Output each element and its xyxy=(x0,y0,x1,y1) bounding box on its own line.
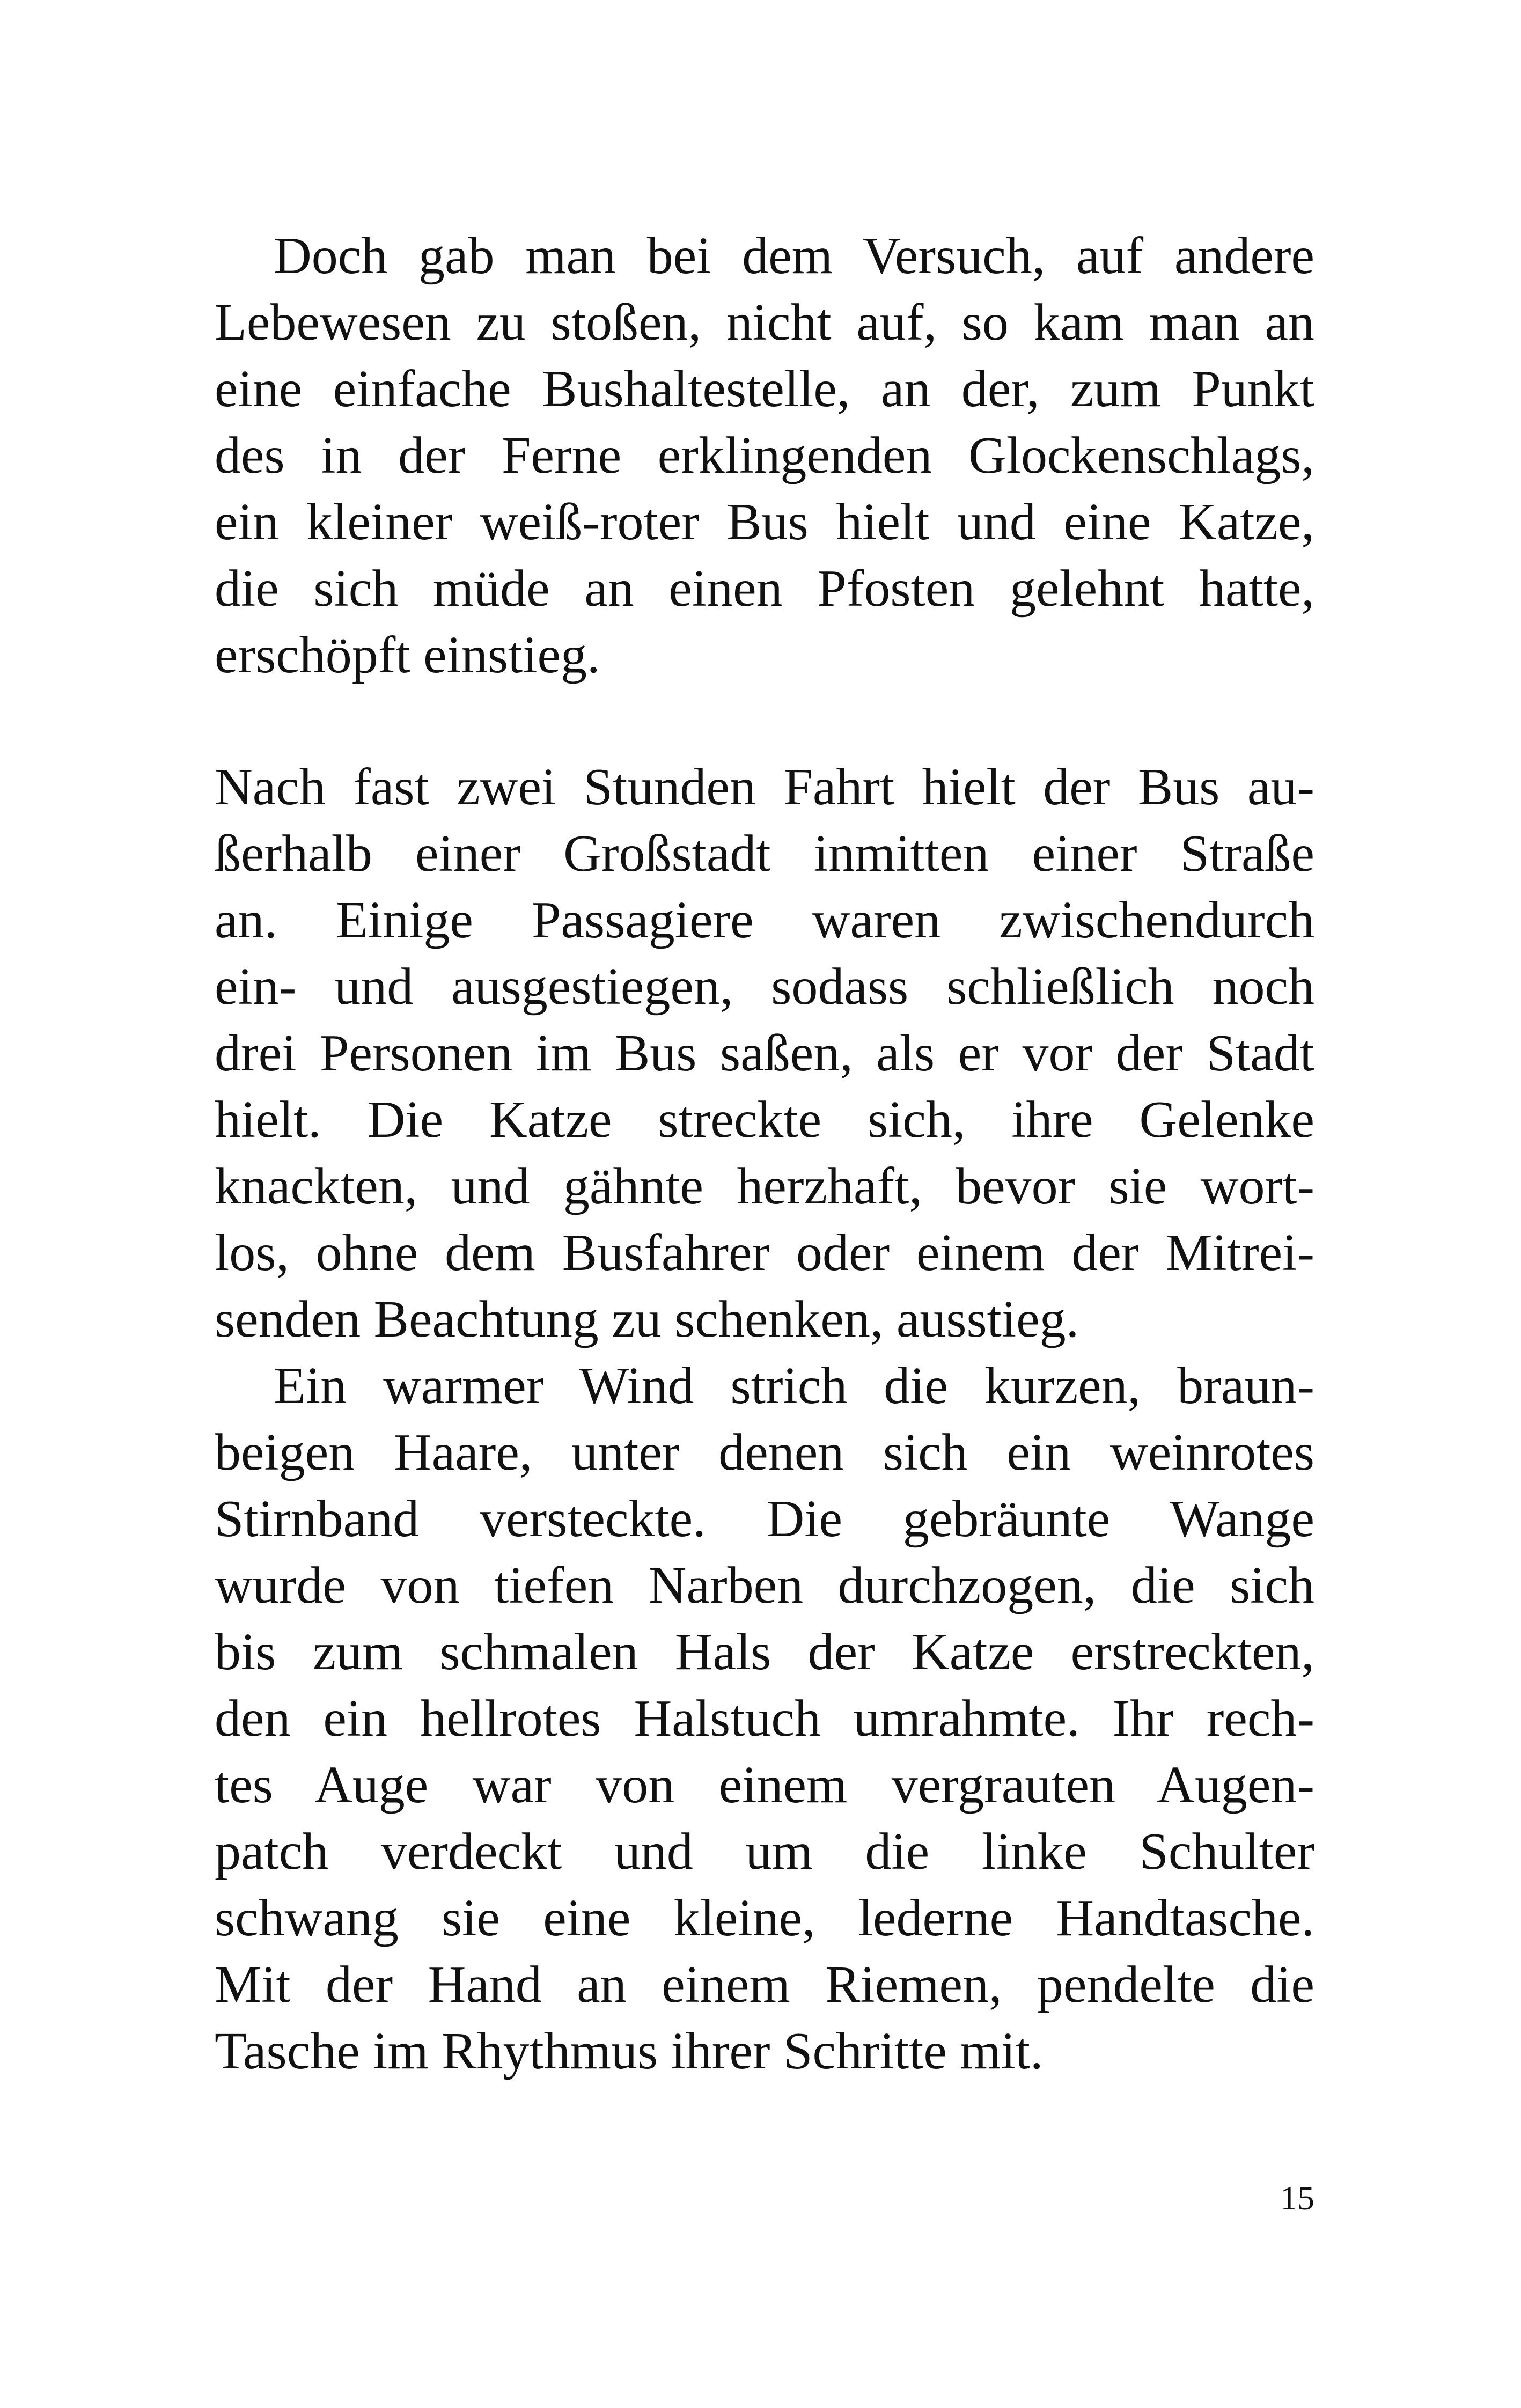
text-line: ein- und ausgestiegen, sodass schließlich noch xyxy=(215,958,1314,1016)
text-line: Ein warmer Wind strich die kurzen, braun- xyxy=(274,1357,1314,1415)
text-line: Nach fast zwei Stunden Fahrt hielt der Bus au- xyxy=(215,758,1314,816)
text-line: Mit der Hand an einem Riemen, pendelte die xyxy=(215,1956,1314,2014)
text-line: bis zum schmalen Hals der Katze erstreckten, xyxy=(215,1623,1314,1681)
text-line: Lebewesen zu stoßen, nicht auf, so kam man an xyxy=(215,293,1314,351)
text-line: senden Beachtung zu schenken, ausstieg. xyxy=(215,1290,1079,1348)
text-line: die sich müde an einen Pfosten gelehnt hatte, xyxy=(215,560,1314,618)
text-line: an. Einige Passagiere waren zwischendurch xyxy=(215,891,1314,949)
text-line: wurde von tiefen Narben durchzogen, die sich xyxy=(215,1557,1314,1614)
text-line: patch verdeckt und um die linke Schulter xyxy=(215,1823,1314,1881)
text-line: drei Personen im Bus saßen, als er vor der Stadt xyxy=(215,1024,1314,1082)
text-line: Doch gab man bei dem Versuch, auf andere xyxy=(274,227,1314,285)
page-number: 15 xyxy=(1280,2179,1314,2217)
text-line: Stirnband versteckte. Die gebräunte Wange xyxy=(215,1490,1314,1548)
text-line: tes Auge war von einem vergrauten Augen- xyxy=(215,1756,1314,1814)
text-line: erschöpft einstieg. xyxy=(215,626,600,684)
text-line: des in der Ferne erklingenden Glockenschlags, xyxy=(215,427,1314,484)
text-line: eine einfache Bushaltestelle, an der, zum Punkt xyxy=(215,360,1314,418)
text-line: ßerhalb einer Großstadt inmitten einer Straße xyxy=(215,825,1314,883)
text-line: hielt. Die Katze streckte sich, ihre Gelenke xyxy=(215,1091,1314,1149)
text-line: beigen Haare, unter denen sich ein weinrotes xyxy=(215,1423,1314,1481)
text-line: knackten, und gähnte herzhaft, bevor sie wort- xyxy=(215,1157,1314,1215)
text-line: den ein hellrotes Halstuch umrahmte. Ihr rech- xyxy=(215,1690,1314,1748)
text-line: Tasche im Rhythmus ihrer Schritte mit. xyxy=(215,2022,1044,2080)
text-line: ein kleiner weiß-roter Bus hielt und eine Katze, xyxy=(215,493,1314,551)
text-line: los, ohne dem Busfahrer oder einem der Mitrei- xyxy=(215,1224,1314,1282)
text-line: schwang sie eine kleine, lederne Handtasche. xyxy=(215,1889,1314,1947)
